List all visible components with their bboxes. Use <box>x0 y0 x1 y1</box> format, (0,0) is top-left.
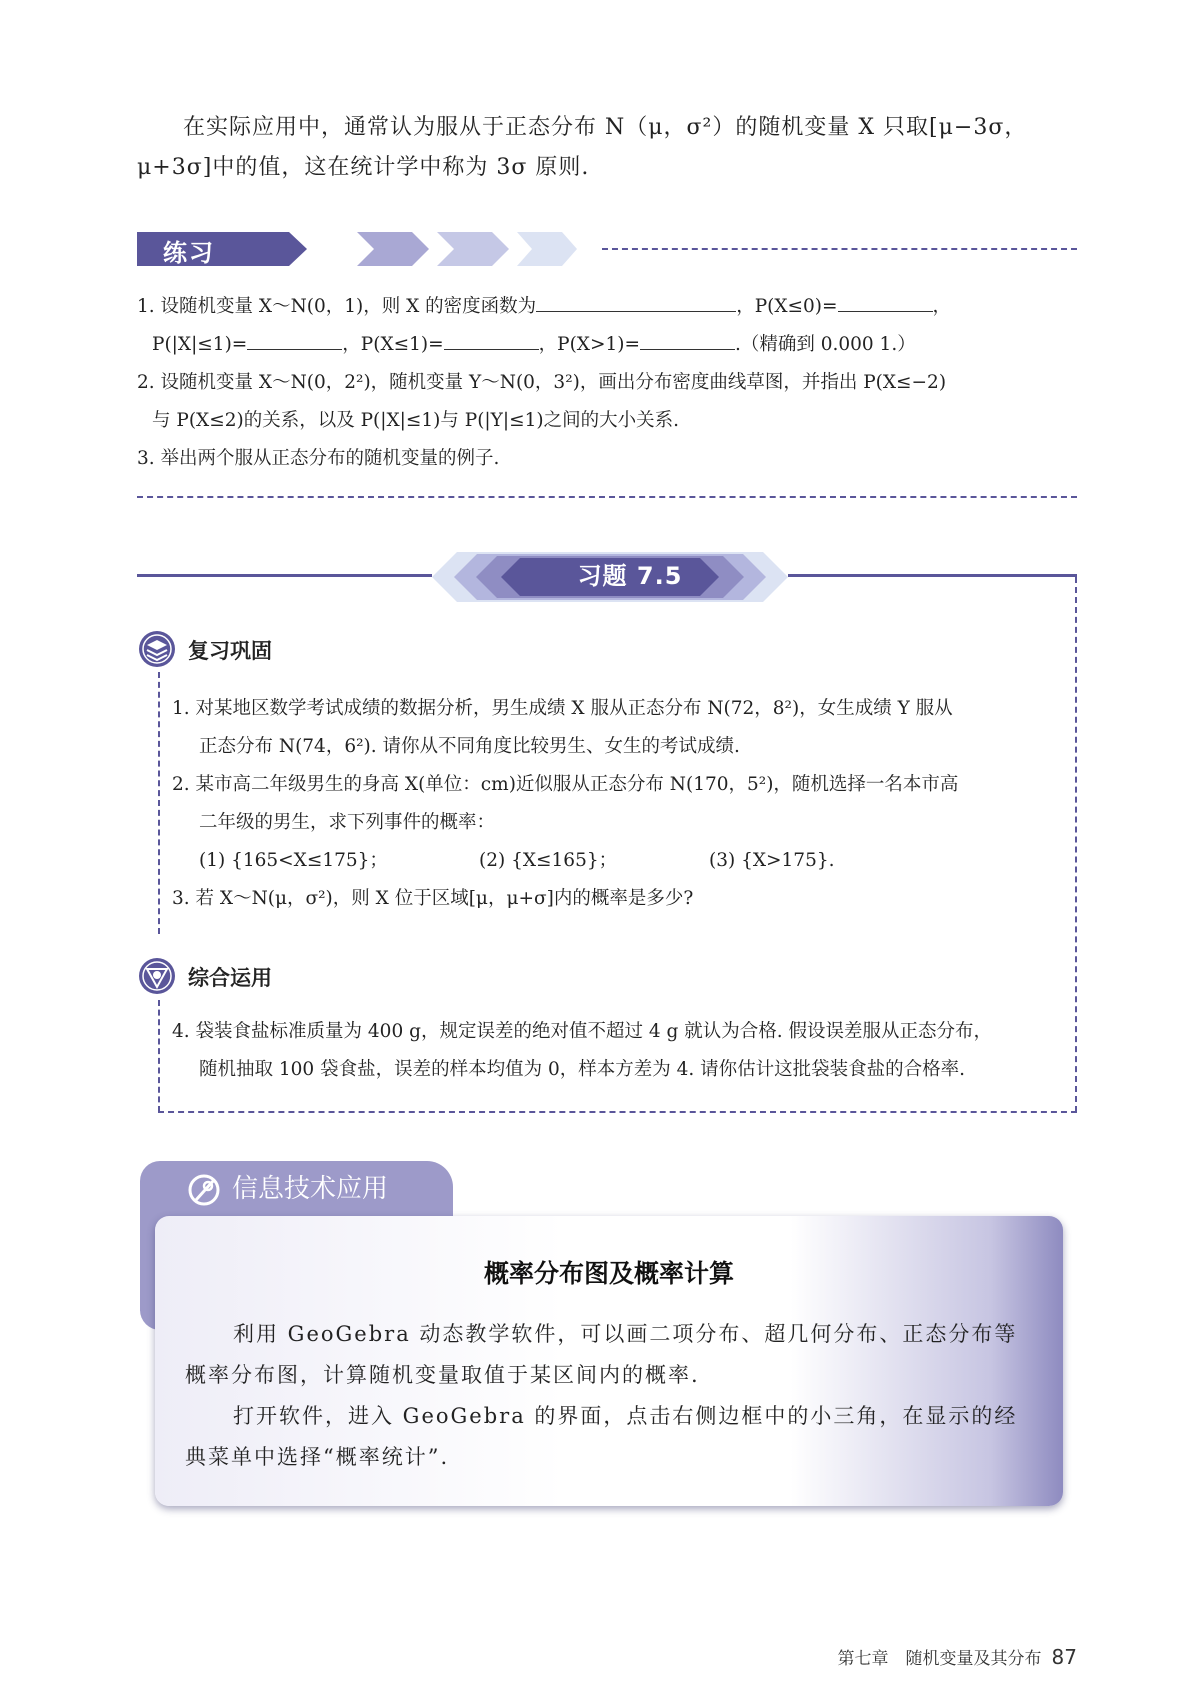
review-frame-left <box>158 672 160 934</box>
review-list <box>172 690 1072 918</box>
practice-list <box>137 288 1082 478</box>
q1-part-a: 1. 设随机变量 X～N(0，1)，则 X 的密度函数为 <box>137 296 537 317</box>
apply-list <box>172 1013 1072 1089</box>
practice-dash-top <box>602 248 1077 250</box>
answer-blank[interactable] <box>444 331 539 350</box>
review-heading: 复习巩固 <box>188 639 272 663</box>
q1-part-g: .（精确到 0.000 1.） <box>734 334 916 355</box>
apply-q4-line2: 随机抽取 100 袋食盐，误差的样本均值为 0，样本方差为 4. 请你估计这批袋装食盐的合格率. <box>199 1059 966 1080</box>
review-q2-option1: (1) {165<X≤175}； <box>199 850 388 871</box>
exercise-rule-right <box>788 574 1077 577</box>
info-tech-icon <box>186 1172 222 1208</box>
review-q1: 1. 对某地区数学考试成绩的数据分析，男生成绩 X 服从正态分布 N(72，8²)，女生成绩 Y 服从 <box>172 698 953 719</box>
review-q2-option2: (2) {X≤165}； <box>479 850 618 871</box>
review-q2-option3: (3) {X>175}. <box>709 850 835 871</box>
practice-q1-line2 <box>137 326 1082 364</box>
exercise-frame-bottom <box>158 1111 1077 1113</box>
exercise-frame-right <box>1075 577 1077 1112</box>
exercise-rule-left <box>137 574 432 577</box>
review-q2-line2: 二年级的男生，求下列事件的概率： <box>199 812 496 833</box>
intro-text: 在实际应用中，通常认为服从于正态分布 N（μ，σ²）的随机变量 X 只取[μ−3σ，μ+3σ]中的值，这在统计学中称为 3σ 原则. <box>137 115 1028 180</box>
answer-blank[interactable] <box>838 293 933 312</box>
practice-q3: 3. 举出两个服从正态分布的随机变量的例子. <box>137 448 500 469</box>
practice-q2-line2: 与 P(X≤2)的关系，以及 P(|X|≤1)与 P(|Y|≤1)之间的大小关系. <box>152 410 679 431</box>
practice-q2: 2. 设随机变量 X～N(0，2²)，随机变量 Y～N(0，3²)，画出分布密度曲线草图，并指出 P(X≤−2) <box>137 372 947 393</box>
answer-blank[interactable] <box>536 293 736 312</box>
intro-paragraph <box>137 108 1077 188</box>
q1-part-f: ，P(X>1)= <box>538 334 640 355</box>
review-q3: 3. 若 X～N(μ，σ²)，则 X 位于区域[μ，μ+σ]内的概率是多少? <box>172 888 694 909</box>
practice-title: 练习 <box>163 239 215 267</box>
apply-frame-left <box>158 1000 160 1112</box>
practice-q1 <box>137 288 1082 326</box>
q1-part-d: P(|X|≤1)= <box>152 334 248 355</box>
q1-part-b: ，P(X≤0)= <box>736 296 838 317</box>
layers-icon <box>138 630 176 668</box>
info-tech-paragraph-2: 打开软件，进入 GeoGebra 的界面，点击右侧边框中的小三角，在显示的经典菜单中选择“概率统计”. <box>185 1404 1018 1469</box>
info-tech-paragraph-1: 利用 GeoGebra 动态教学软件，可以画二项分布、超几何分布、正态分布等概率分布图，计算随机变量取值于某区间内的概率. <box>185 1322 1018 1387</box>
practice-dash-bottom <box>137 496 1077 498</box>
answer-blank[interactable] <box>247 331 342 350</box>
q1-part-e: ，P(X≤1)= <box>342 334 444 355</box>
review-q2: 2. 某市高二年级男生的身高 X(单位：cm)近似服从正态分布 N(170，5²)，随机选择一名本市高 <box>172 774 959 795</box>
exercise-title: 习题 7.5 <box>577 562 683 590</box>
practice-banner <box>137 232 1077 266</box>
info-tech-heading: 概率分布图及概率计算 <box>483 1259 734 1288</box>
apply-q4: 4. 袋装食盐标准质量为 400 g，规定误差的绝对值不超过 4 g 就认为合格. 假设误差服从正态分布， <box>172 1021 992 1042</box>
page-footer <box>838 1644 1077 1669</box>
page-number: 87 <box>1051 1645 1077 1669</box>
q1-part-c: ， <box>932 296 952 317</box>
target-icon <box>138 957 176 995</box>
answer-blank[interactable] <box>640 331 735 350</box>
apply-heading: 综合运用 <box>188 966 272 990</box>
chapter-label: 第七章 随机变量及其分布 <box>837 1649 1042 1669</box>
review-q1-line2: 正态分布 N(74，6²). 请你从不同角度比较男生、女生的考试成绩. <box>199 736 740 757</box>
info-tech-body <box>185 1314 1040 1478</box>
review-q2-options <box>172 842 1072 880</box>
info-tech-title: 信息技术应用 <box>232 1174 389 1204</box>
